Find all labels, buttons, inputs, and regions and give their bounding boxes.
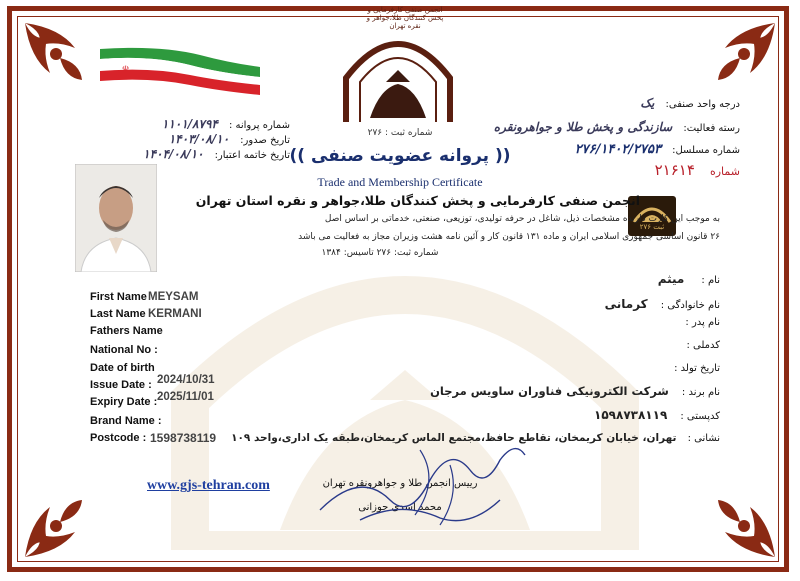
brand-name-label: Brand Name : bbox=[90, 415, 162, 427]
expiry-date-row-fa bbox=[100, 143, 290, 162]
badge-text: ثبت ۲۷۶ bbox=[639, 223, 665, 231]
license-number-value: ۱۱۰۱/۸۷۹۴ bbox=[161, 117, 218, 131]
flag-icon bbox=[100, 47, 260, 97]
last-name-label: Last Name bbox=[90, 308, 146, 320]
address-label-fa: نشانی : bbox=[687, 433, 720, 444]
activity-field-row bbox=[440, 116, 740, 135]
body-text-line-1: به موجب این کارت دارنده مشخصات ذیل، شاغل در حرفه تولیدی، توزیعی، صنعتی، خدماتی بر اساس اصل bbox=[324, 214, 720, 224]
svg-text:☫: ☫ bbox=[122, 64, 130, 73]
postcode-row-fa bbox=[560, 404, 720, 423]
expiry-date-label: Expiry Date : bbox=[90, 396, 158, 408]
registration-line: شماره ثبت : ۲۷۶ bbox=[367, 128, 433, 138]
family-row-fa bbox=[540, 293, 720, 312]
issue-date-value: 2024/10/31 bbox=[157, 374, 215, 386]
activity-field-label: رسته فعالیت: bbox=[683, 123, 740, 134]
issue-date-label: Issue Date : bbox=[90, 379, 152, 391]
serial-label: شماره مسلسل: bbox=[672, 145, 740, 156]
fathers-name-label: Fathers Name bbox=[90, 325, 163, 337]
certificate-number-label: شماره bbox=[709, 165, 740, 178]
corner-ornament-bottom-left bbox=[20, 482, 100, 562]
birth-date-label-fa: تاریخ تولد : bbox=[674, 363, 720, 374]
logo-arc-text: انجمن صنفی کارفرمایی و پخش کنندگان طلا،جواهر و نقره تهران bbox=[366, 6, 444, 30]
certificate-title-en: Trade and Membership Certificate bbox=[317, 175, 483, 189]
national-code-label-fa: کدملی : bbox=[686, 340, 720, 351]
expiry-date-value: 2025/11/01 bbox=[157, 391, 214, 403]
postcode-label-fa: کدپستی : bbox=[680, 411, 720, 422]
last-name-value: KERMANI bbox=[148, 308, 202, 320]
grade-value: یک bbox=[640, 96, 655, 110]
national-no-label: National No : bbox=[90, 344, 158, 356]
first-name-label: First Name bbox=[90, 291, 147, 303]
first-name-value: MEYSAM bbox=[148, 291, 199, 303]
grade-row bbox=[520, 92, 740, 111]
association-name: انجمن صنفی کارفرمایی و پخش کنندگان طلا،جواهر و نقره استان تهران bbox=[195, 193, 640, 208]
license-number-label: شماره پروانه : bbox=[228, 120, 290, 131]
brand-label-fa: نام برند : bbox=[681, 387, 720, 398]
postcode-value: 1598738119 bbox=[150, 431, 217, 445]
date-of-birth-label: Date of birth bbox=[90, 362, 155, 374]
brand-value-fa: شرکت الکترونیکی فناوران ساویس مرجان bbox=[430, 384, 669, 398]
expiry-date-label-fa: تاریخ خاتمه اعتبار: bbox=[214, 150, 290, 161]
registration-info: شماره ثبت: ۲۷۶ تاسیس: ۱۳۸۴ bbox=[321, 248, 439, 258]
corner-ornament-top-left bbox=[20, 18, 100, 98]
corner-ornament-top-right bbox=[700, 18, 780, 98]
certificate-number-value: ۲۱۶۱۴ bbox=[654, 161, 695, 179]
postcode-label: Postcode : bbox=[90, 432, 147, 444]
postcode-value-fa: ۱۵۹۸۷۳۸۱۱۹ bbox=[594, 408, 668, 422]
grade-label: درجه واحد صنفی: bbox=[665, 99, 740, 110]
address-value-fa: تهران، خیابان کریمخان، تقاطع حافظ،مجتمع الماس کریمخان،طبقه یک اداری،واحد ۱۰۹ bbox=[231, 432, 677, 444]
issue-date-value-fa: ۱۴۰۳/۰۸/۱۰ bbox=[168, 132, 230, 146]
body-text-line-2: ۲۶ قانون اساسی جمهوری اسلامی ایران و ماده ۱۳۱ قانون کار و آئین نامه هشت وزیران مجاز به فعالیت می باشد bbox=[298, 232, 720, 242]
issue-date-label-fa: تاریخ صدور: bbox=[240, 135, 290, 146]
signer-title: رییس انجمن طلا و جواهرونقره تهران bbox=[322, 478, 478, 489]
father-label-fa: نام پدر : bbox=[685, 317, 720, 328]
signature bbox=[300, 440, 540, 530]
website-link[interactable]: www.gjs-tehran.com bbox=[147, 478, 270, 493]
name-value-fa: میثم bbox=[657, 272, 685, 286]
member-photo bbox=[75, 164, 157, 272]
association-logo bbox=[338, 18, 458, 128]
expiry-date-value-fa: ۱۴۰۴/۰۸/۱۰ bbox=[143, 147, 204, 161]
family-value-fa: کرمانی bbox=[604, 297, 648, 311]
activity-field-value: سازندگی و پخش طلا و جواهرونقره bbox=[493, 120, 673, 134]
certificate-number-row bbox=[600, 160, 740, 179]
name-label-fa: نام : bbox=[701, 275, 720, 286]
corner-ornament-bottom-right bbox=[700, 482, 780, 562]
name-row-fa bbox=[560, 268, 720, 287]
serial-value: ۲۷۶/۱۴۰۲/۲۷۵۳ bbox=[574, 142, 661, 157]
brand-row-fa bbox=[430, 380, 720, 399]
family-label-fa: نام خانوادگی : bbox=[660, 300, 720, 311]
signer-name: محمد اسدی جوزانی bbox=[358, 502, 442, 513]
certificate-title-fa: (( پروانه عضویت صنفی )) bbox=[289, 146, 511, 166]
